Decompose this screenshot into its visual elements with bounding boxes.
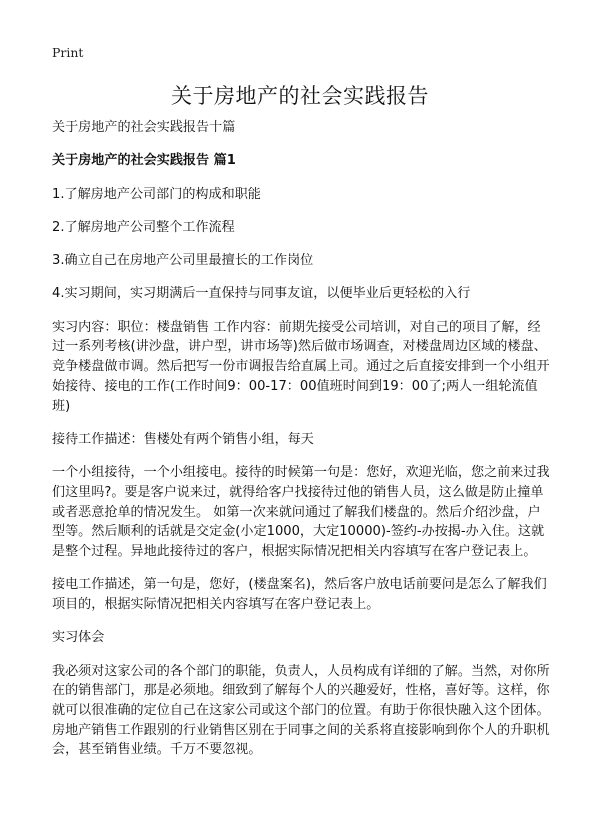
phone-paragraph: 接电工作描述，第一句是，您好，(楼盘案名)，然后客户放电话前要问是怎么了解我们项目的，根据实际情况把相关内容填写在客户登记表上。	[52, 577, 547, 612]
goal-item: 3.确立自己在房地产公司里最擅长的工作岗位	[52, 253, 314, 269]
reception-detail: 一个小组接待，一个小组接电。接待的时候第一句是：您好，欢迎光临，您之前来过我们这里吗?。要是客户说来过，就得给客户找接待过他的销售人员，这么做是防止撞单或者恶意抢单的情况发生。 如第一次来就问通过了解我们楼盘的。然后介绍沙盘，户型等。然后顺利的话就是交定金(小定1000，大定10000)-签约-办按揭-办入住。这就是整个过程。异地此接待过的客户，根据实际情况把相关内容填写在客户登记表上。	[52, 465, 550, 559]
section-heading: 关于房地产的社会实践报告 篇1	[52, 153, 236, 169]
document-body	[52, 118, 552, 774]
subtitle: 关于房地产的社会实践报告十篇	[52, 120, 236, 135]
experience-paragraph: 我必须对这家公司的各个部门的职能，负责人，人员构成有详细的了解。当然，对你所在的销售部门，那是必须地。细致到了解每个人的兴趣爱好，性格，喜好等。这样，你就可以很准确的定位自己在这家公司或这个部门的位置。有助于你很快融入这个团体。房地产销售工作跟别的行业销售区别在于同事之间的关系将直接影响到你个人的升职机会，甚至销售业绩。千万不要忽视。	[52, 663, 550, 758]
content-paragraph: 实习内容：职位：楼盘销售 工作内容：前期先接受公司培训，对自己的项目了解，经过一系列考核(讲沙盘，讲户型，讲市场等)然后做市场调查，对楼盘周边区域的楼盘、竞争楼盘做市调。然后把写一份市调报告给直属上司。通过之后直接安排到一个小组开始接待、接电的工作(工作时间9：00-17：00值班时间到19：00了;两人一组轮流值班)	[52, 319, 550, 414]
print-link[interactable]: Print	[52, 45, 84, 60]
goal-item: 1.了解房地产公司部门的构成和职能	[52, 186, 261, 202]
page-title: 关于房地产的社会实践报告	[171, 84, 429, 108]
experience-heading: 实习体会	[52, 630, 105, 646]
goal-item: 2.了解房地产公司整个工作流程	[52, 219, 235, 235]
goal-item: 4.实习期间，实习期满后一直保持与同事友谊，以便毕业后更轻松的入行	[52, 286, 471, 302]
reception-intro: 接待工作描述：售楼处有两个销售小组，每天	[52, 431, 314, 447]
